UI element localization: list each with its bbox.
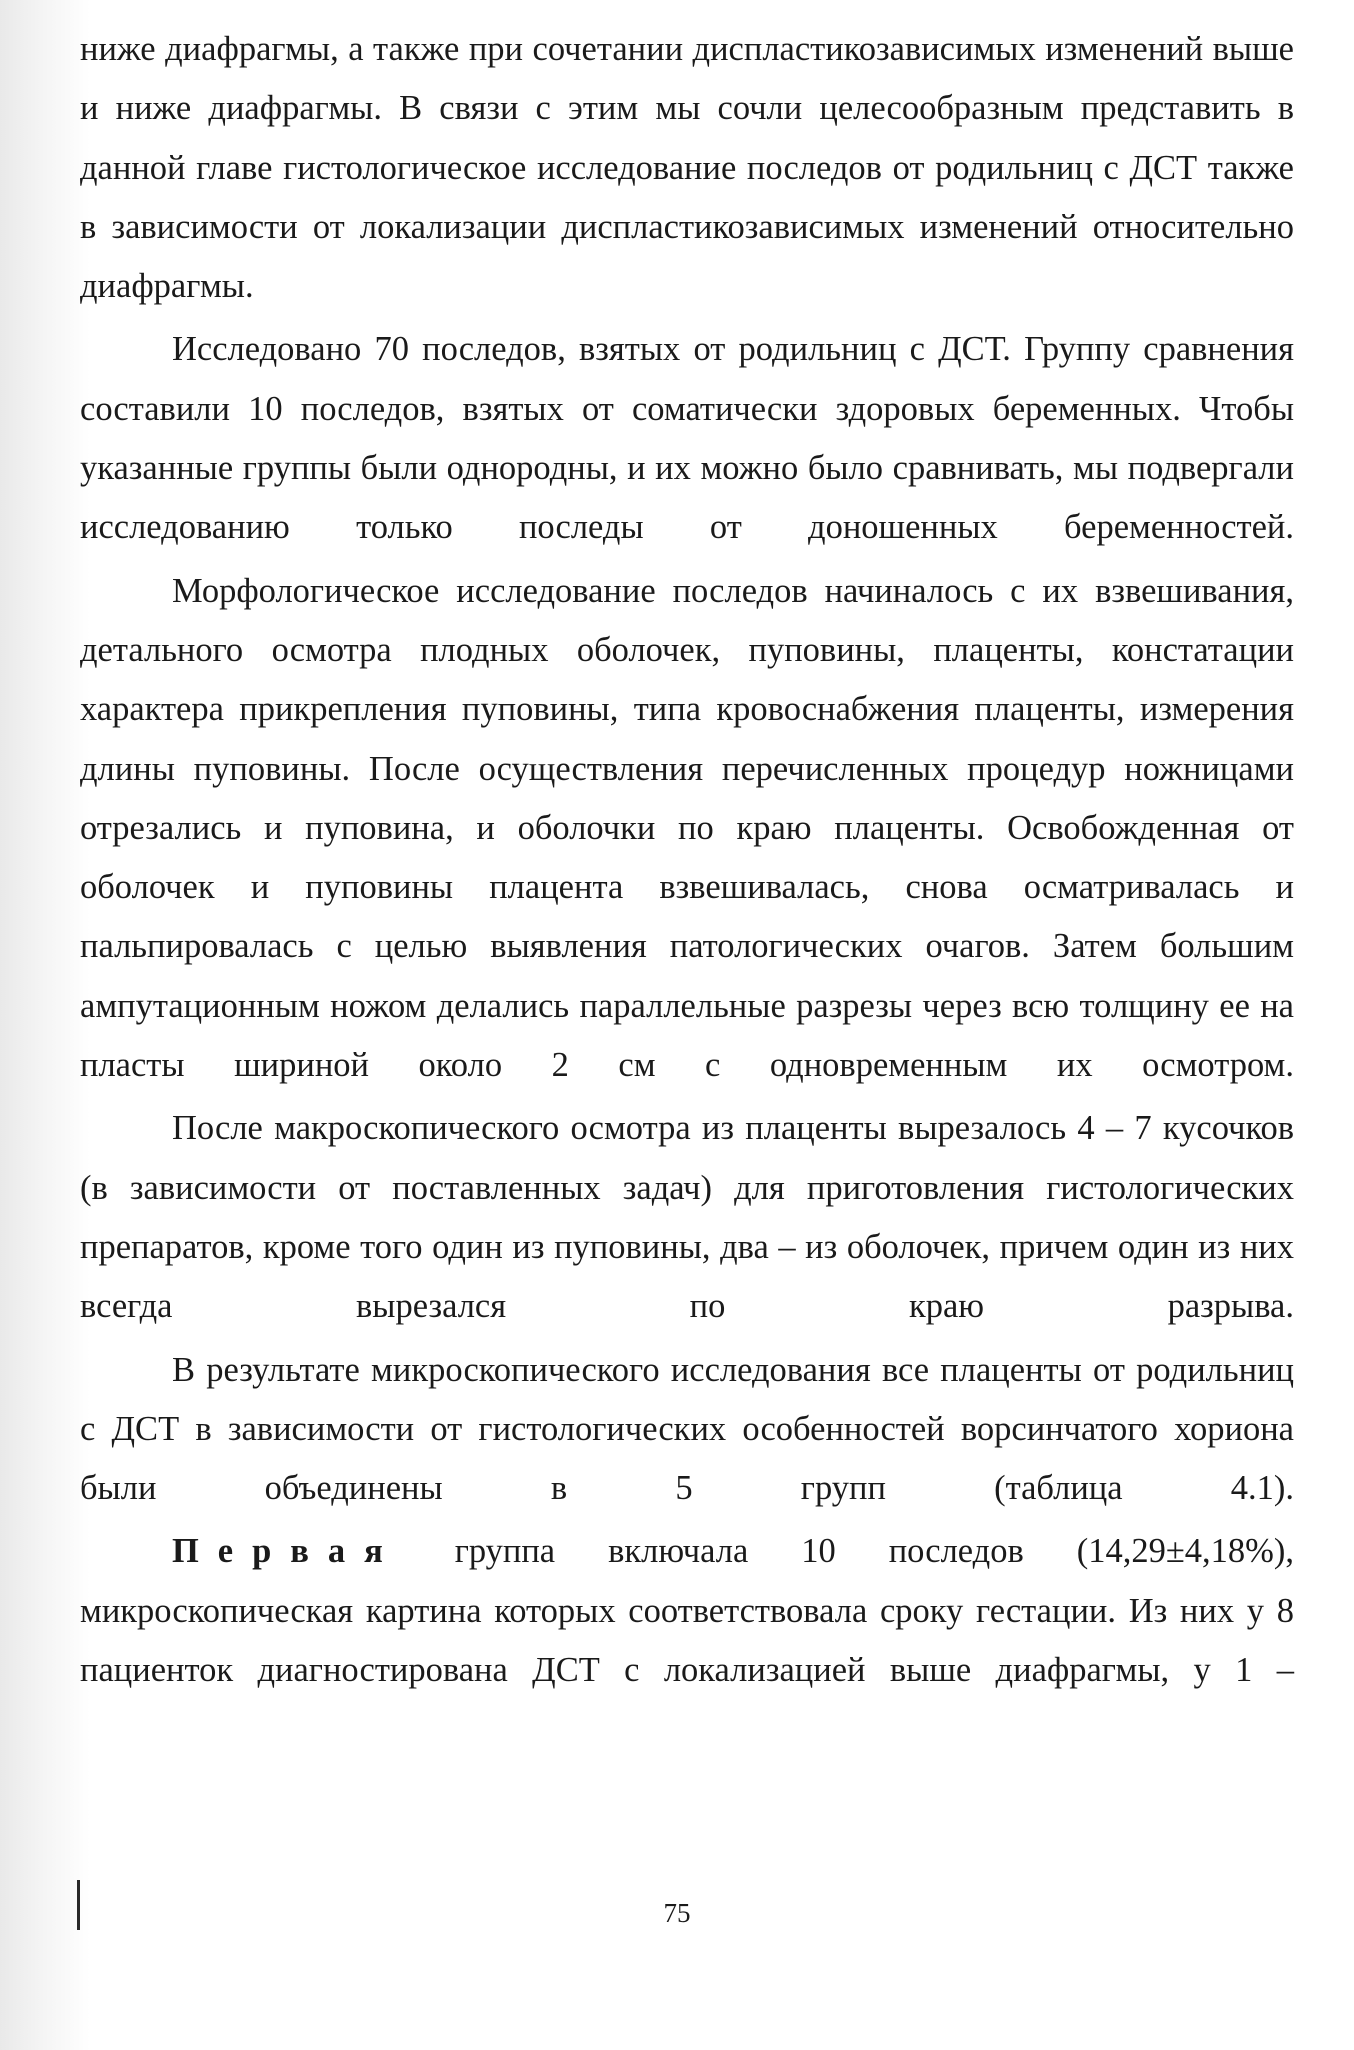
text-line: длины пуповины. После осуществления перечисленных процедур ножницами [80, 749, 1294, 788]
text-line: детального осмотра плодных оболочек, пуповины, плаценты, констатации [80, 630, 1294, 669]
text-line: диафрагмы. [80, 267, 254, 306]
text-line: Морфологическое исследование последов начиналось с их взвешивания, [172, 571, 1294, 610]
text-line: пласты шириной около 2 см с одновременным их осмотром. [80, 1046, 1294, 1085]
paragraph-2 [80, 320, 1294, 557]
text-line: пальпировалась с целью выявления патологических очагов. Затем большим [80, 927, 1294, 966]
text-line: указанные группы были однородны, и их можно было сравнивать, мы подвергали [80, 449, 1294, 488]
text-line: ниже диафрагмы, а также при сочетании диспластикозависимых изменений выше [80, 30, 1294, 68]
scan-shadow [0, 0, 90, 2050]
text-line: препаратов, кроме того один из пуповины, два – из оболочек, причем один из них [80, 1227, 1294, 1266]
text-line: хориона были объединены в 5 групп (таблица 4.1). [80, 1409, 1294, 1508]
paragraph-3 [80, 562, 1294, 1096]
text-body [80, 20, 1294, 1700]
text-line: и ниже диафрагмы. В связи с этим мы сочли целесообразным представить в [80, 89, 1294, 128]
text-line: микроскопическая картина которых соответствовала сроку гестации. Из них у 8 [80, 1591, 1294, 1630]
text-line: группа включала 10 последов (14,29±4,18%), [454, 1532, 1294, 1571]
text-line: ампутационным ножом делались параллельные разрезы через всю толщину ее на [80, 986, 1294, 1025]
text-line: пациенток диагностирована ДСТ с локализацией выше диафрагмы, у 1 – [80, 1651, 1294, 1690]
paragraph-5 [80, 1341, 1294, 1519]
page-number: 75 [663, 1898, 691, 1928]
text-line: исследованию только последы от доношенных беременностей. [80, 508, 1294, 547]
text-line: составили 10 последов, взятых от соматически здоровых беременных. Чтобы [80, 389, 1294, 428]
text-line: родильниц с ДСТ в зависимости от гистологических особенностей ворсинчатого [80, 1350, 1295, 1448]
text-line: (в зависимости от поставленных задач) для приготовления гистологических [80, 1168, 1294, 1207]
paragraph-4 [80, 1099, 1294, 1336]
text-line: оболочек и пуповины плацента взвешивалась, снова осматривалась и [80, 868, 1294, 907]
text-line: в зависимости от локализации диспластикозависимых изменений относительно [80, 207, 1294, 246]
text-line: всегда вырезался по краю разрыва. [80, 1287, 1294, 1326]
text-line: Исследовано 70 последов, взятых от родильниц с ДСТ. Группу сравнения [172, 330, 1294, 369]
paragraph-6 [80, 1522, 1294, 1700]
text-line: отрезались и пуповина, и оболочки по краю плаценты. Освобожденная от [80, 808, 1294, 847]
text-line: После макроскопического осмотра из плаценты вырезалось 4 – 7 кусочков [172, 1109, 1294, 1148]
text-line: характера прикрепления пуповины, типа кровоснабжения плаценты, измерения [80, 690, 1294, 729]
text-line: В результате микроскопического исследования все плаценты от [172, 1350, 1125, 1389]
group-lead-word: Первая [172, 1532, 402, 1571]
paragraph-1 [80, 20, 1294, 316]
text-line: данной главе гистологическое исследование последов от родильниц с ДСТ также [80, 148, 1294, 187]
